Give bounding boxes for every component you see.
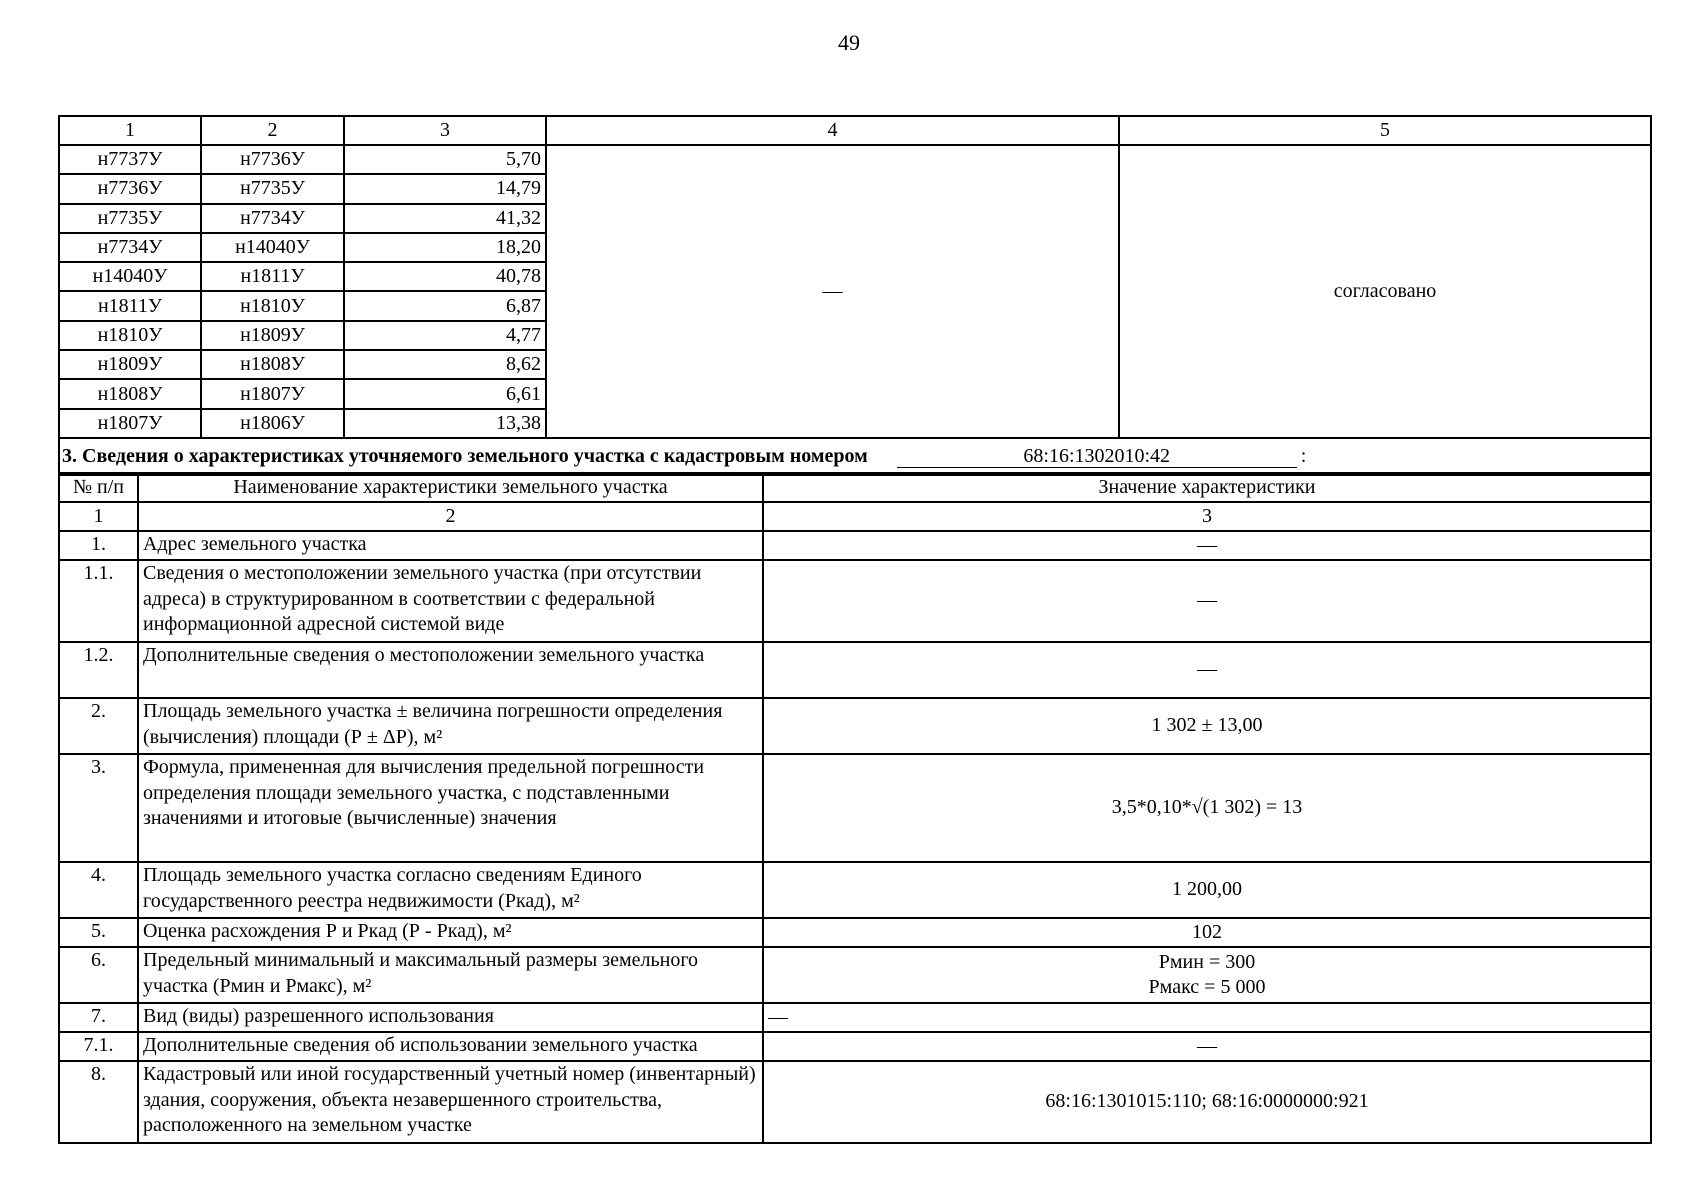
table-row <box>59 947 1651 1003</box>
point-to: н7735У <box>201 174 344 203</box>
characteristic-value <box>763 947 1651 1003</box>
boundary-points-table <box>58 115 1652 476</box>
point-from: н7737У <box>59 145 201 174</box>
header-cell: № п/п <box>59 473 138 502</box>
characteristic-name: Адрес земельного участка <box>138 531 763 560</box>
col4-value: — <box>546 145 1119 438</box>
characteristic-value: 3,5*0,10*√(1 302) = 13 <box>763 754 1651 862</box>
characteristic-value: 1 200,00 <box>763 862 1651 918</box>
distance: 18,20 <box>344 233 546 262</box>
characteristic-name: Вид (виды) разрешенного использования <box>138 1003 763 1032</box>
column-number: 1 <box>59 502 138 531</box>
characteristic-value: — <box>763 1003 1651 1032</box>
characteristic-name: Дополнительные сведения об использовании земельного участка <box>138 1032 763 1061</box>
table-row <box>59 918 1651 947</box>
distance: 4,77 <box>344 321 546 350</box>
distance: 40,78 <box>344 262 546 291</box>
distance: 14,79 <box>344 174 546 203</box>
table-row <box>59 531 1651 560</box>
table-row <box>59 145 1651 174</box>
header-cell: Значение характеристики <box>763 473 1651 502</box>
table-row <box>59 1032 1651 1061</box>
characteristic-name: Предельный минимальный и максимальный размеры земельного участка (Рмин и Рмакс), м² <box>138 947 763 1003</box>
point-from: н1809У <box>59 350 201 379</box>
p-max-value: Рмакс = 5 000 <box>1148 976 1266 998</box>
point-to: н1809У <box>201 321 344 350</box>
characteristic-name: Площадь земельного участка согласно сведениям Единого государственного реестра недвижимости (Ркад), м² <box>138 862 763 918</box>
row-number: 6. <box>59 947 138 1003</box>
row-number: 1.1. <box>59 560 138 642</box>
page-number: 49 <box>838 30 860 55</box>
section-title-row <box>59 438 1651 475</box>
characteristic-name: Кадастровый или иной государственный учетный номер (инвентарный) здания, сооружения, объекта незавершенного строительства, расположенного на земельном участке <box>138 1061 763 1143</box>
header-cell: Наименование характеристики земельного участка <box>138 473 763 502</box>
table-row <box>59 560 1651 642</box>
point-from: н1808У <box>59 379 201 408</box>
distance: 13,38 <box>344 409 546 438</box>
point-from: н1811У <box>59 291 201 320</box>
point-from: н1807У <box>59 409 201 438</box>
point-from: н7735У <box>59 204 201 233</box>
table-row <box>59 862 1651 918</box>
characteristic-name: Дополнительные сведения о местоположении земельного участка <box>138 642 763 698</box>
characteristic-value: — <box>763 642 1651 698</box>
row-number: 4. <box>59 862 138 918</box>
characteristic-value: 102 <box>763 918 1651 947</box>
table-header-row <box>59 473 1651 502</box>
row-number: 7. <box>59 1003 138 1032</box>
table-header-row <box>59 116 1651 145</box>
distance: 6,87 <box>344 291 546 320</box>
row-number: 2. <box>59 698 138 754</box>
table-row <box>59 1061 1651 1143</box>
point-to: н1806У <box>201 409 344 438</box>
section-title-cell <box>59 438 1651 475</box>
point-to: н1811У <box>201 262 344 291</box>
point-from: н1810У <box>59 321 201 350</box>
characteristic-name: Формула, примененная для вычисления предельной погрешности определения площади земельного участка, с подставленными значениями и итоговые (вычисленные) значения <box>138 754 763 862</box>
row-number: 1. <box>59 531 138 560</box>
cadastral-suffix: : <box>1300 444 1307 467</box>
point-to: н1808У <box>201 350 344 379</box>
table-row <box>59 642 1651 698</box>
row-number: 7.1. <box>59 1032 138 1061</box>
section-title: 3. Сведения о характеристиках уточняемого земельного участка с кадастровым номером <box>62 444 868 467</box>
characteristic-value: 68:16:1301015:110; 68:16:0000000:921 <box>763 1061 1651 1143</box>
row-number: 3. <box>59 754 138 862</box>
point-to: н1810У <box>201 291 344 320</box>
distance: 41,32 <box>344 204 546 233</box>
row-number: 8. <box>59 1061 138 1143</box>
point-from: н14040У <box>59 262 201 291</box>
characteristic-name: Сведения о местоположении земельного участка (при отсутствии адреса) в структурированном в соответствии с федеральной информационной адресной системой виде <box>138 560 763 642</box>
header-cell: 3 <box>344 116 546 145</box>
header-cell: 5 <box>1119 116 1651 145</box>
point-to: н7736У <box>201 145 344 174</box>
column-number: 2 <box>138 502 763 531</box>
point-to: н1807У <box>201 379 344 408</box>
column-number-row <box>59 502 1651 531</box>
header-cell: 2 <box>201 116 344 145</box>
point-to: н14040У <box>201 233 344 262</box>
distance: 8,62 <box>344 350 546 379</box>
header-cell: 4 <box>546 116 1119 145</box>
distance: 5,70 <box>344 145 546 174</box>
col5-value: согласовано <box>1119 145 1651 438</box>
characteristic-name: Оценка расхождения Р и Ркад (Р - Ркад), м² <box>138 918 763 947</box>
point-to: н7734У <box>201 204 344 233</box>
characteristic-value: — <box>763 1032 1651 1061</box>
characteristics-table <box>58 472 1652 1144</box>
characteristic-value: 1 302 ± 13,00 <box>763 698 1651 754</box>
point-from: н7734У <box>59 233 201 262</box>
characteristic-value: — <box>763 560 1651 642</box>
row-number: 5. <box>59 918 138 947</box>
column-number: 3 <box>763 502 1651 531</box>
cadastral-number: 68:16:1302010:42 <box>897 445 1297 468</box>
characteristic-value: — <box>763 531 1651 560</box>
characteristic-name: Площадь земельного участка ± величина погрешности определения (вычисления) площади (Р ± ΔР), м² <box>138 698 763 754</box>
table-row <box>59 754 1651 862</box>
p-min-value: Рмин = 300 <box>1158 950 1256 973</box>
table-row <box>59 698 1651 754</box>
header-cell: 1 <box>59 116 201 145</box>
distance: 6,61 <box>344 379 546 408</box>
row-number: 1.2. <box>59 642 138 698</box>
point-from: н7736У <box>59 174 201 203</box>
table-row <box>59 1003 1651 1032</box>
